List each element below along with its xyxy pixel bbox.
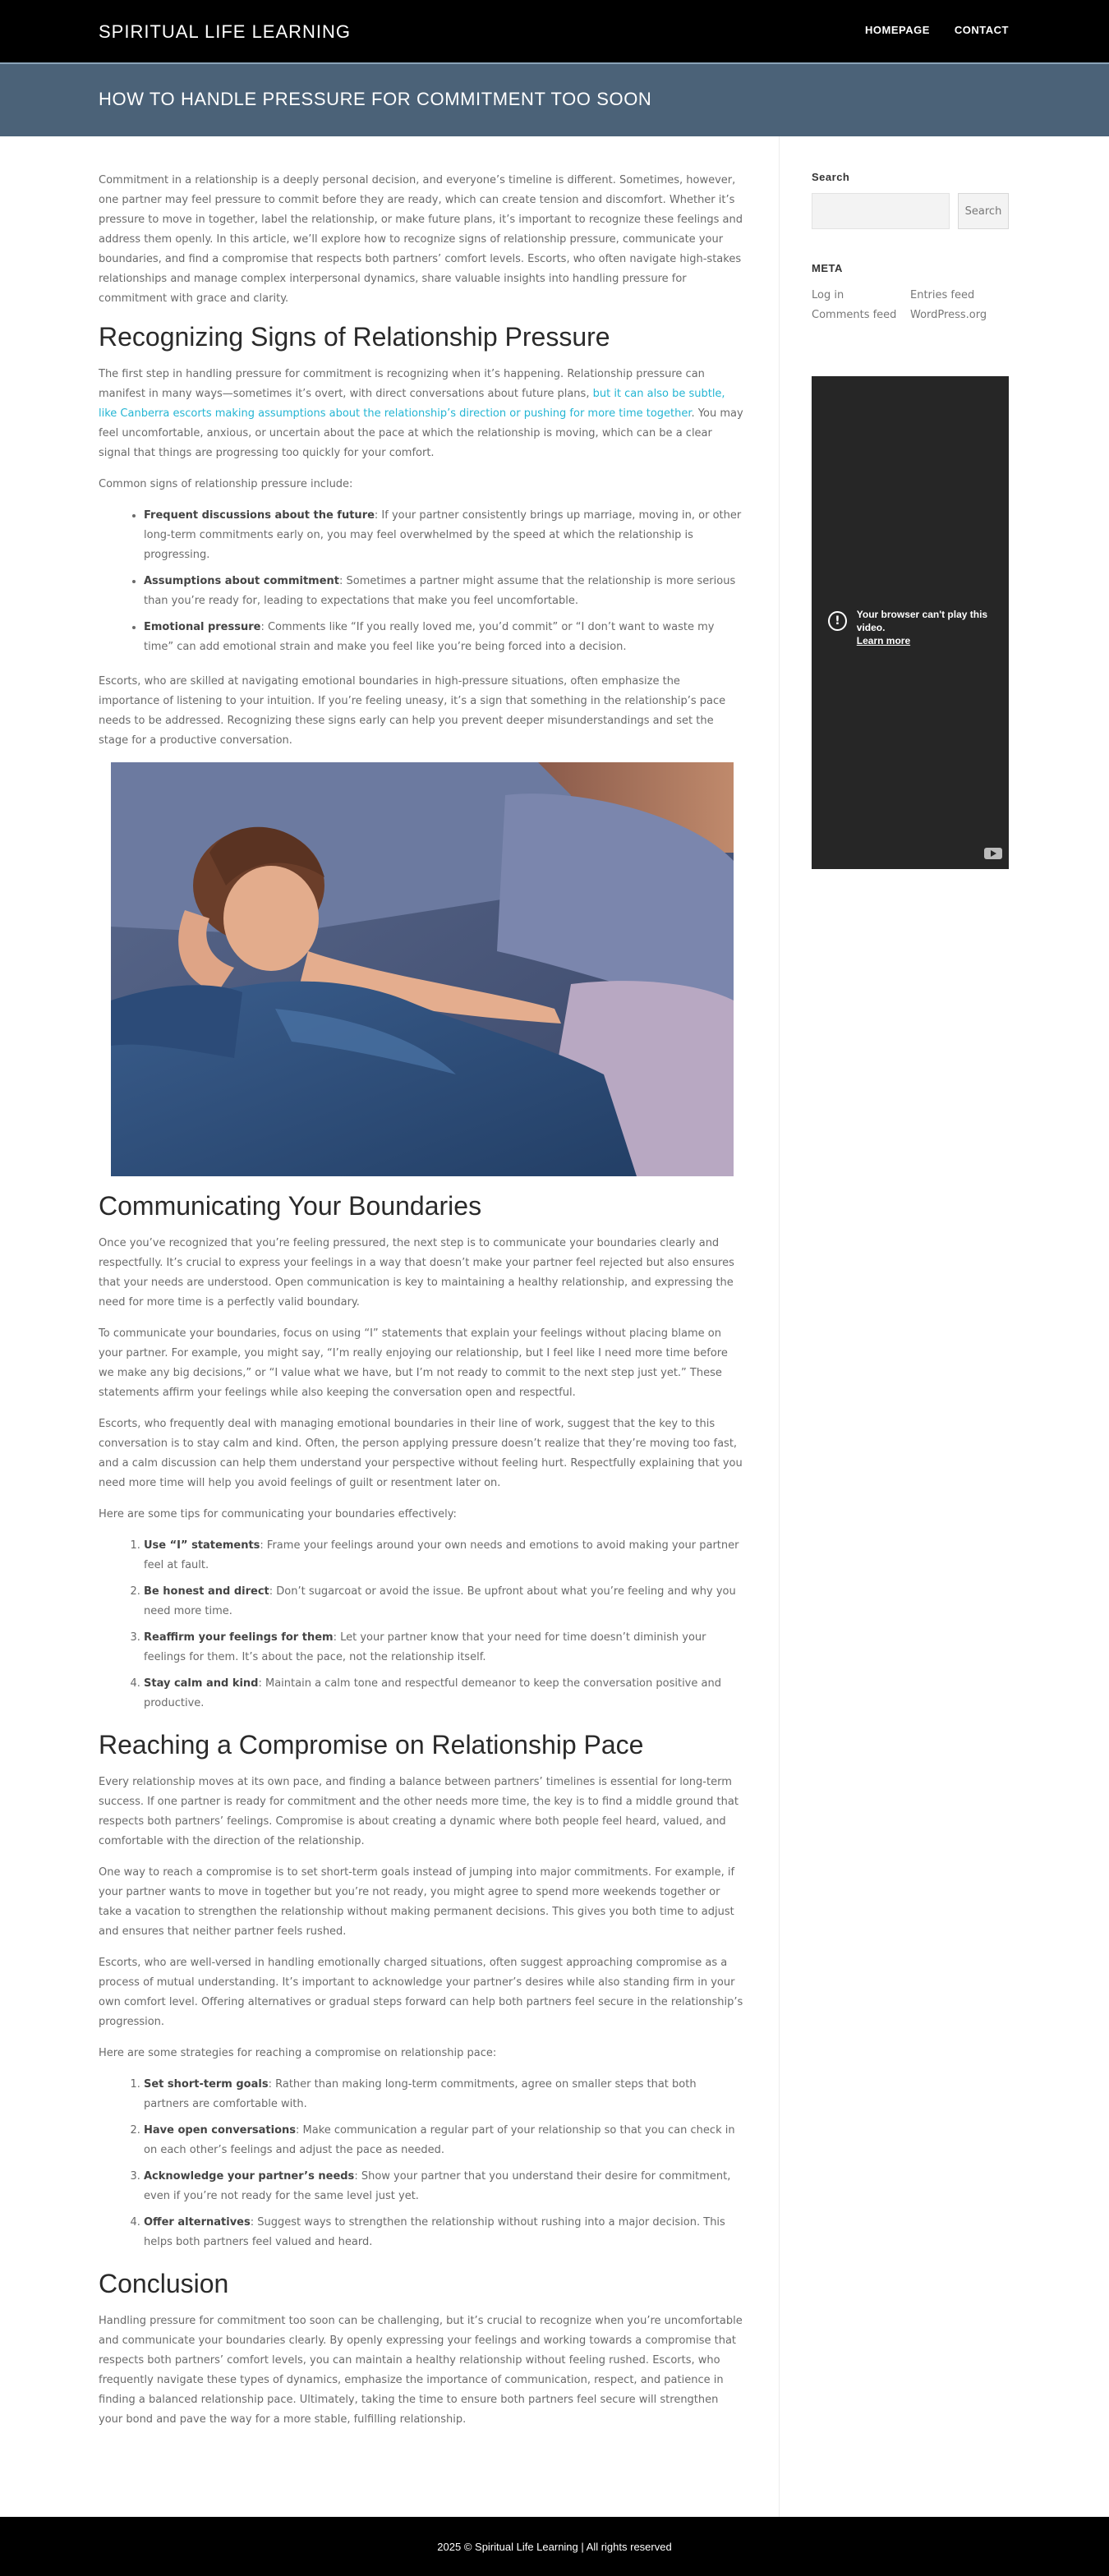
video-text [857, 608, 1009, 647]
list-item [144, 1536, 744, 1576]
meta-link-entries-feed[interactable]: Entries feed [910, 289, 975, 301]
paragraph: Handling pressure for commitment too soon can be challenging, but it’s crucial to recognize when you’re uncomfortable and communicate your boundaries clearly. By openly expressing your feelings and working towards a compromise that respects both partners’ comfort levels, you can maintain a healthy relationship without feeling rushed. Escorts, who frequently navigate these types of dynamics, emphasize the importance of communication, respect, and patience in finding a balanced relationship pace. Ultimately, taking the time to ensure both partners feel secure will strengthen your bond and pave the way for a more stable, fulfilling relationship. [99, 2315, 743, 2426]
list-item [144, 2121, 744, 2160]
list-item-title: Frequent discussions about the future [144, 509, 375, 522]
search-button[interactable]: Search [958, 193, 1009, 229]
paragraph [99, 365, 744, 463]
compromise-strategies-list [144, 2075, 744, 2252]
list-item [144, 618, 744, 657]
main-nav [865, 24, 1009, 36]
intro-paragraph: Commitment in a relationship is a deeply personal decision, and everyone’s timeline is different. Sometimes, however, one partner may feel pressure to commit before they are ready, which can create tension and discomfort. Whether it’s pressure to move in together, label the relationship, or make future plans, it’s important to recognize these feelings and address them openly. In this article, we’ll explore how to recognize signs of relationship pressure, communicate your boundaries, and find a compromise that respects both partners’ comfort levels. Escorts, who often navigate high-stakes relationships and manage complex interpersonal dynamics, share valuable insights into handling pressure for commitment with grace and clarity. [99, 174, 743, 305]
article-content [99, 171, 744, 2441]
boundaries-tips-list [144, 1536, 744, 1714]
paragraph: Every relationship moves at its own pace, and finding a balance between partners’ timelines is essential for long-term success. If one partner is ready for commitment and the other needs more time, the key is to find a middle ground that respects both partners’ feelings. Compromise is about creating a dynamic where both people feel heard, valued, and comfortable with the direction of the relationship. [99, 1776, 739, 1847]
sidebar [812, 171, 1010, 646]
signs-list [144, 506, 744, 657]
list-item-title: Assumptions about commitment [144, 575, 339, 587]
text: The first step in handling pressure for commitment is recognizing when it’s happening. Relationship pressure can manifest in many ways—sometimes it’s overt, with direct conversations about future plans, [99, 368, 705, 400]
list-item-text: : Make communication a regular part of your relationship so that you can check in on each other’s feelings and adjust the pace as needed. [144, 2124, 735, 2156]
search-widget [812, 193, 1010, 229]
list-item-text: : Sometimes a partner might assume that the relationship is more serious than you’re ready for, leading to expectations that make you feel uncomfortable. [144, 575, 736, 607]
list-item-text: : Don’t sugarcoat or avoid the issue. Be upfront about what you’re feeling and why you need more time. [144, 1585, 736, 1617]
learn-more-link[interactable]: Learn more [856, 635, 911, 646]
video-error-text: Your browser can't play this video. [856, 609, 988, 633]
list-item [144, 2075, 744, 2114]
meta-links [812, 289, 1010, 322]
paragraph: One way to reach a compromise is to set short-term goals instead of jumping into major commitments. For example, if your partner wants to move in together but you’re not ready, you might agree to spend more weekends together or take a vacation to strengthen the relationship without making permanent decisions. This gives you both time to adjust and ensures that neither partner feels rushed. [99, 1866, 735, 1938]
page-title: HOW TO HANDLE PRESSURE FOR COMMITMENT TOO SOON [99, 89, 652, 109]
list-item-title: Have open conversations [144, 2124, 297, 2137]
list-item-title: Emotional pressure [144, 621, 261, 633]
list-item-text: : Comments like “If you really loved me, you’d commit” or “I don’t want to waste my time” can add emotional strain and make you feel like you’re being forced into a decision. [144, 621, 715, 653]
footer-copyright: 2025 © Spiritual Life Learning | All rights reserved [437, 2540, 672, 2553]
paragraph: Once you’ve recognized that you’re feeling pressured, the next step is to communicate your boundaries clearly and respectfully. It’s crucial to express your feelings in a way that doesn’t make your partner feel rejected but also ensures that your needs are understood. Open communication is key to maintaining a healthy relationship, and expressing the need for more time is a perfectly valid boundary. [99, 1237, 734, 1309]
section-heading-conclusion: Conclusion [99, 2269, 229, 2298]
list-item [144, 506, 744, 565]
list-item [144, 2167, 744, 2206]
paragraph: Escorts, who are skilled at navigating emotional boundaries in high-pressure situations, often emphasize the importance of listening to your intuition. If you’re feeling uneasy, it’s a sign that something in the relationship’s pace needs to be addressed. Recognizing these signs early can help you prevent deeper misunderstandings and set the stage for a productive conversation. [99, 675, 726, 747]
paragraph: Here are some tips for communicating your boundaries effectively: [99, 1508, 457, 1520]
list-item-title: Reaffirm your feelings for them [144, 1631, 334, 1644]
canberra-escorts-link[interactable]: but it can also be subtle, like Canberra escorts making assumptions about the relationship’s direction or pushing for more time together [99, 388, 725, 420]
site-brand[interactable]: SPIRITUAL LIFE LEARNING [99, 21, 352, 42]
list-item-text: : If your partner consistently brings up marriage, moving in, or other long-term commitments early on, you may feel overwhelmed by the speed at which the relationship is progressing. [144, 509, 742, 561]
section-heading-signs: Recognizing Signs of Relationship Pressure [99, 322, 610, 352]
text: . You may feel uncomfortable, anxious, or uncertain about the pace at which the relationship is moving, which can be a clear signal that things are progressing too quickly for your comfort. [99, 407, 743, 459]
meta-link-wordpress-org[interactable]: WordPress.org [910, 309, 987, 321]
list-item-title: Acknowledge your partner’s needs [144, 2170, 355, 2183]
list-item-text: : Maintain a calm tone and respectful demeanor to keep the conversation positive and productive. [144, 1677, 721, 1709]
site-footer [0, 2517, 1109, 2576]
section-heading-compromise: Reaching a Compromise on Relationship Pace [99, 1730, 644, 1760]
meta-link-comments-feed[interactable]: Comments feed [812, 309, 897, 321]
section-heading-boundaries: Communicating Your Boundaries [99, 1191, 482, 1221]
paragraph: To communicate your boundaries, focus on using “I” statements that explain your feelings without placing blame on your partner. For example, you might say, “I’m really enjoying our relationship, but I feel like I need more time before we make any big decisions,” or “I value what we have, but I’m not ready to commit to the next step just yet.” These statements affirm your feelings while also keeping the conversation open and respectful. [99, 1327, 728, 1399]
list-item [144, 1628, 744, 1668]
search-input[interactable] [812, 193, 950, 229]
meta-link-log-in[interactable]: Log in [812, 289, 844, 301]
list-item-text: : Frame your feelings around your own needs and emotions to avoid making your partner feel at fault. [144, 1539, 739, 1571]
list-item-text: : Suggest ways to strengthen the relationship without rushing into a major decision. This helps both partners feel valued and heard. [144, 2216, 725, 2248]
list-item-title: Be honest and direct [144, 1585, 269, 1598]
paragraph: Here are some strategies for reaching a compromise on relationship pace: [99, 2047, 497, 2059]
alert-icon: ! [828, 611, 847, 631]
page-title-bar [0, 62, 1109, 136]
youtube-icon[interactable] [984, 848, 1002, 859]
bed-illustration [111, 762, 734, 1176]
site-header [0, 0, 1109, 62]
list-item-title: Use “I” statements [144, 1539, 260, 1552]
hero-image-woman-in-bed [111, 762, 734, 1176]
paragraph: Common signs of relationship pressure include: [99, 478, 353, 490]
list-item-text: : Rather than making long-term commitments, agree on smaller steps that both partners are comfortable with. [144, 2078, 697, 2110]
meta-widget-title: META [812, 262, 843, 274]
list-item-title: Stay calm and kind [144, 1677, 259, 1690]
list-item [144, 572, 744, 611]
search-widget-title: Search [812, 171, 850, 183]
column-divider [779, 136, 780, 2517]
list-item [144, 2213, 744, 2252]
list-item [144, 1674, 744, 1714]
list-item-title: Offer alternatives [144, 2216, 251, 2229]
list-item-text: : Show your partner that you understand their desire for commitment, even if you’re not ready for the same level just yet. [144, 2170, 731, 2202]
nav-homepage[interactable]: HOMEPAGE [865, 24, 930, 36]
paragraph: Escorts, who frequently deal with managing emotional boundaries in their line of work, suggest that the key to this conversation is to stay calm and kind. Often, the person applying pressure doesn’t realize that they’re moving too fast, and a calm discussion can help them understand your perspective without feeling hurt. Respectfully explaining that you need more time will help you avoid feelings of guilt or resentment later on. [99, 1418, 743, 1489]
nav-contact[interactable]: CONTACT [954, 24, 1009, 36]
list-item-title: Set short-term goals [144, 2078, 269, 2091]
list-item [144, 1582, 744, 1622]
video-player[interactable] [812, 376, 1009, 869]
list-item-text: : Let your partner know that your need for time doesn’t diminish your feelings for them. It’s about the pace, not the relationship itself. [144, 1631, 706, 1663]
paragraph: Escorts, who are well-versed in handling emotionally charged situations, often suggest approaching compromise as a process of mutual understanding. It’s important to acknowledge your partner’s desires while also standing firm in your own comfort level. Offering alternatives or gradual steps forward can help both partners feel secure in the relationship’s progression. [99, 1957, 743, 2028]
video-error-message [828, 608, 1009, 647]
